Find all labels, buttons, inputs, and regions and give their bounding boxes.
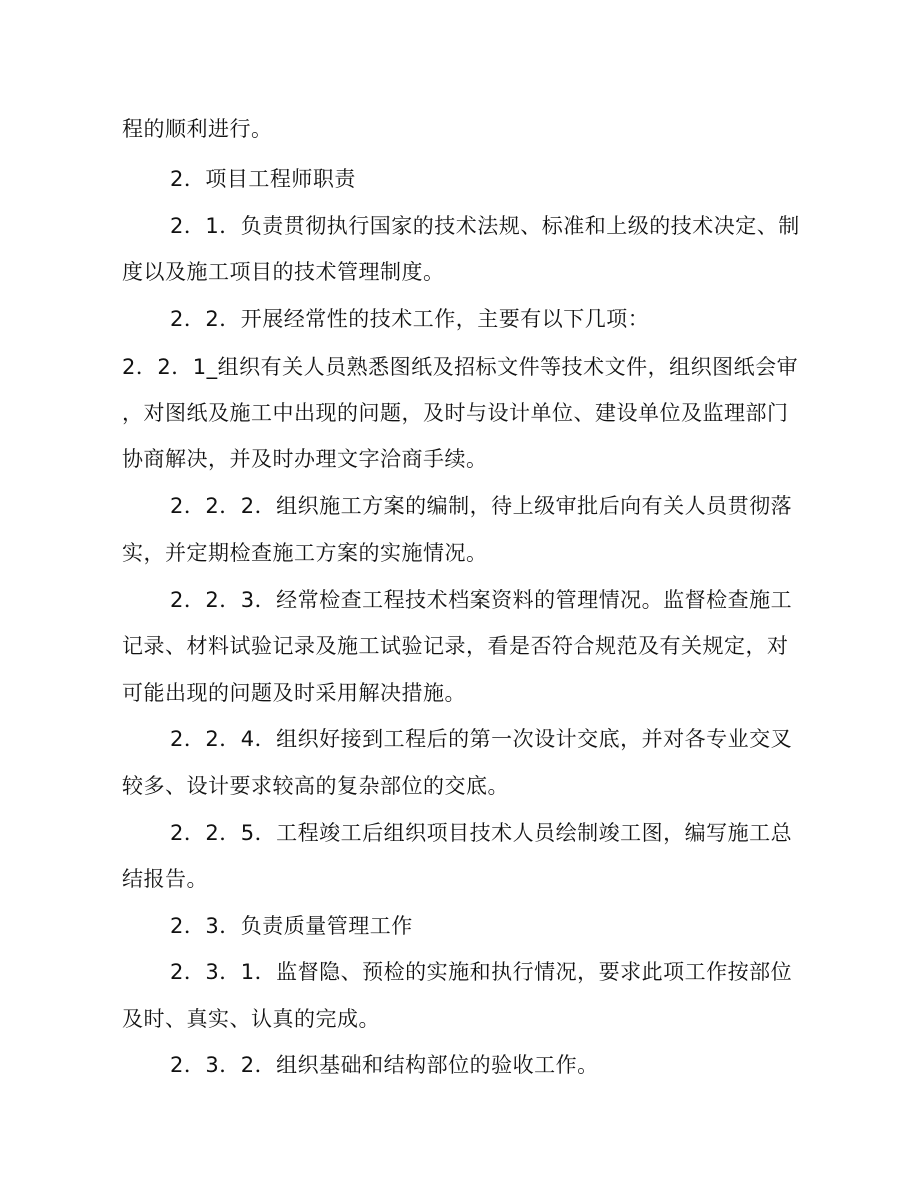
text-line: 及时、真实、认真的完成。 [122,1007,380,1031]
text-line: 2．2．5．工程竣工后组织项目技术人员绘制竣工图，编写施工总 [170,821,793,845]
text-line: 2．3．1．监督隐、预检的实施和执行情况，要求此项工作按部位 [170,960,793,984]
text-line: 2．2．4．组织好接到工程后的第一次设计交底，并对各专业交叉 [170,727,793,751]
text-line: 记录、材料试验记录及施工试验记录，看是否符合规范及有关规定，对 [122,634,789,658]
text-line: 程的顺利进行。 [122,117,273,141]
subsection-heading: 2．3．负责质量管理工作 [170,914,413,938]
text-line: 可能出现的问题及时采用解决措施。 [122,681,466,705]
text-line: 度以及施工项目的技术管理制度。 [122,260,445,284]
text-line: 结报告。 [122,867,208,891]
text-line: ，对图纸及施工中出现的问题，及时与设计单位、建设单位及监理部门 [122,401,789,425]
text-line: 2．3．2．组织基础和结构部位的验收工作。 [170,1053,599,1077]
text-line: 协商解决，并及时办理文字洽商手续。 [122,447,488,471]
text-line: 较多、设计要求较高的复杂部位的交底。 [122,774,509,798]
section-heading: 2．项目工程师职责 [170,167,356,191]
text-line: 2．2．3．经常检查工程技术档案资料的管理情况。监督检查施工 [170,588,793,612]
text-line: 2．1．负责贯彻执行国家的技术法规、标准和上级的技术决定、制 [170,214,800,238]
text-line: 2．2．1_组织有关人员熟悉图纸及招标文件等技术文件，组织图纸会审 [122,355,799,379]
subsection-heading: 2．2．开展经常性的技术工作，主要有以下几项： [170,307,650,331]
text-line: 实，并定期检查施工方案的实施情况。 [122,541,488,565]
text-line: 2．2．2．组织施工方案的编制，待上级审批后向有关人员贯彻落 [170,494,793,518]
